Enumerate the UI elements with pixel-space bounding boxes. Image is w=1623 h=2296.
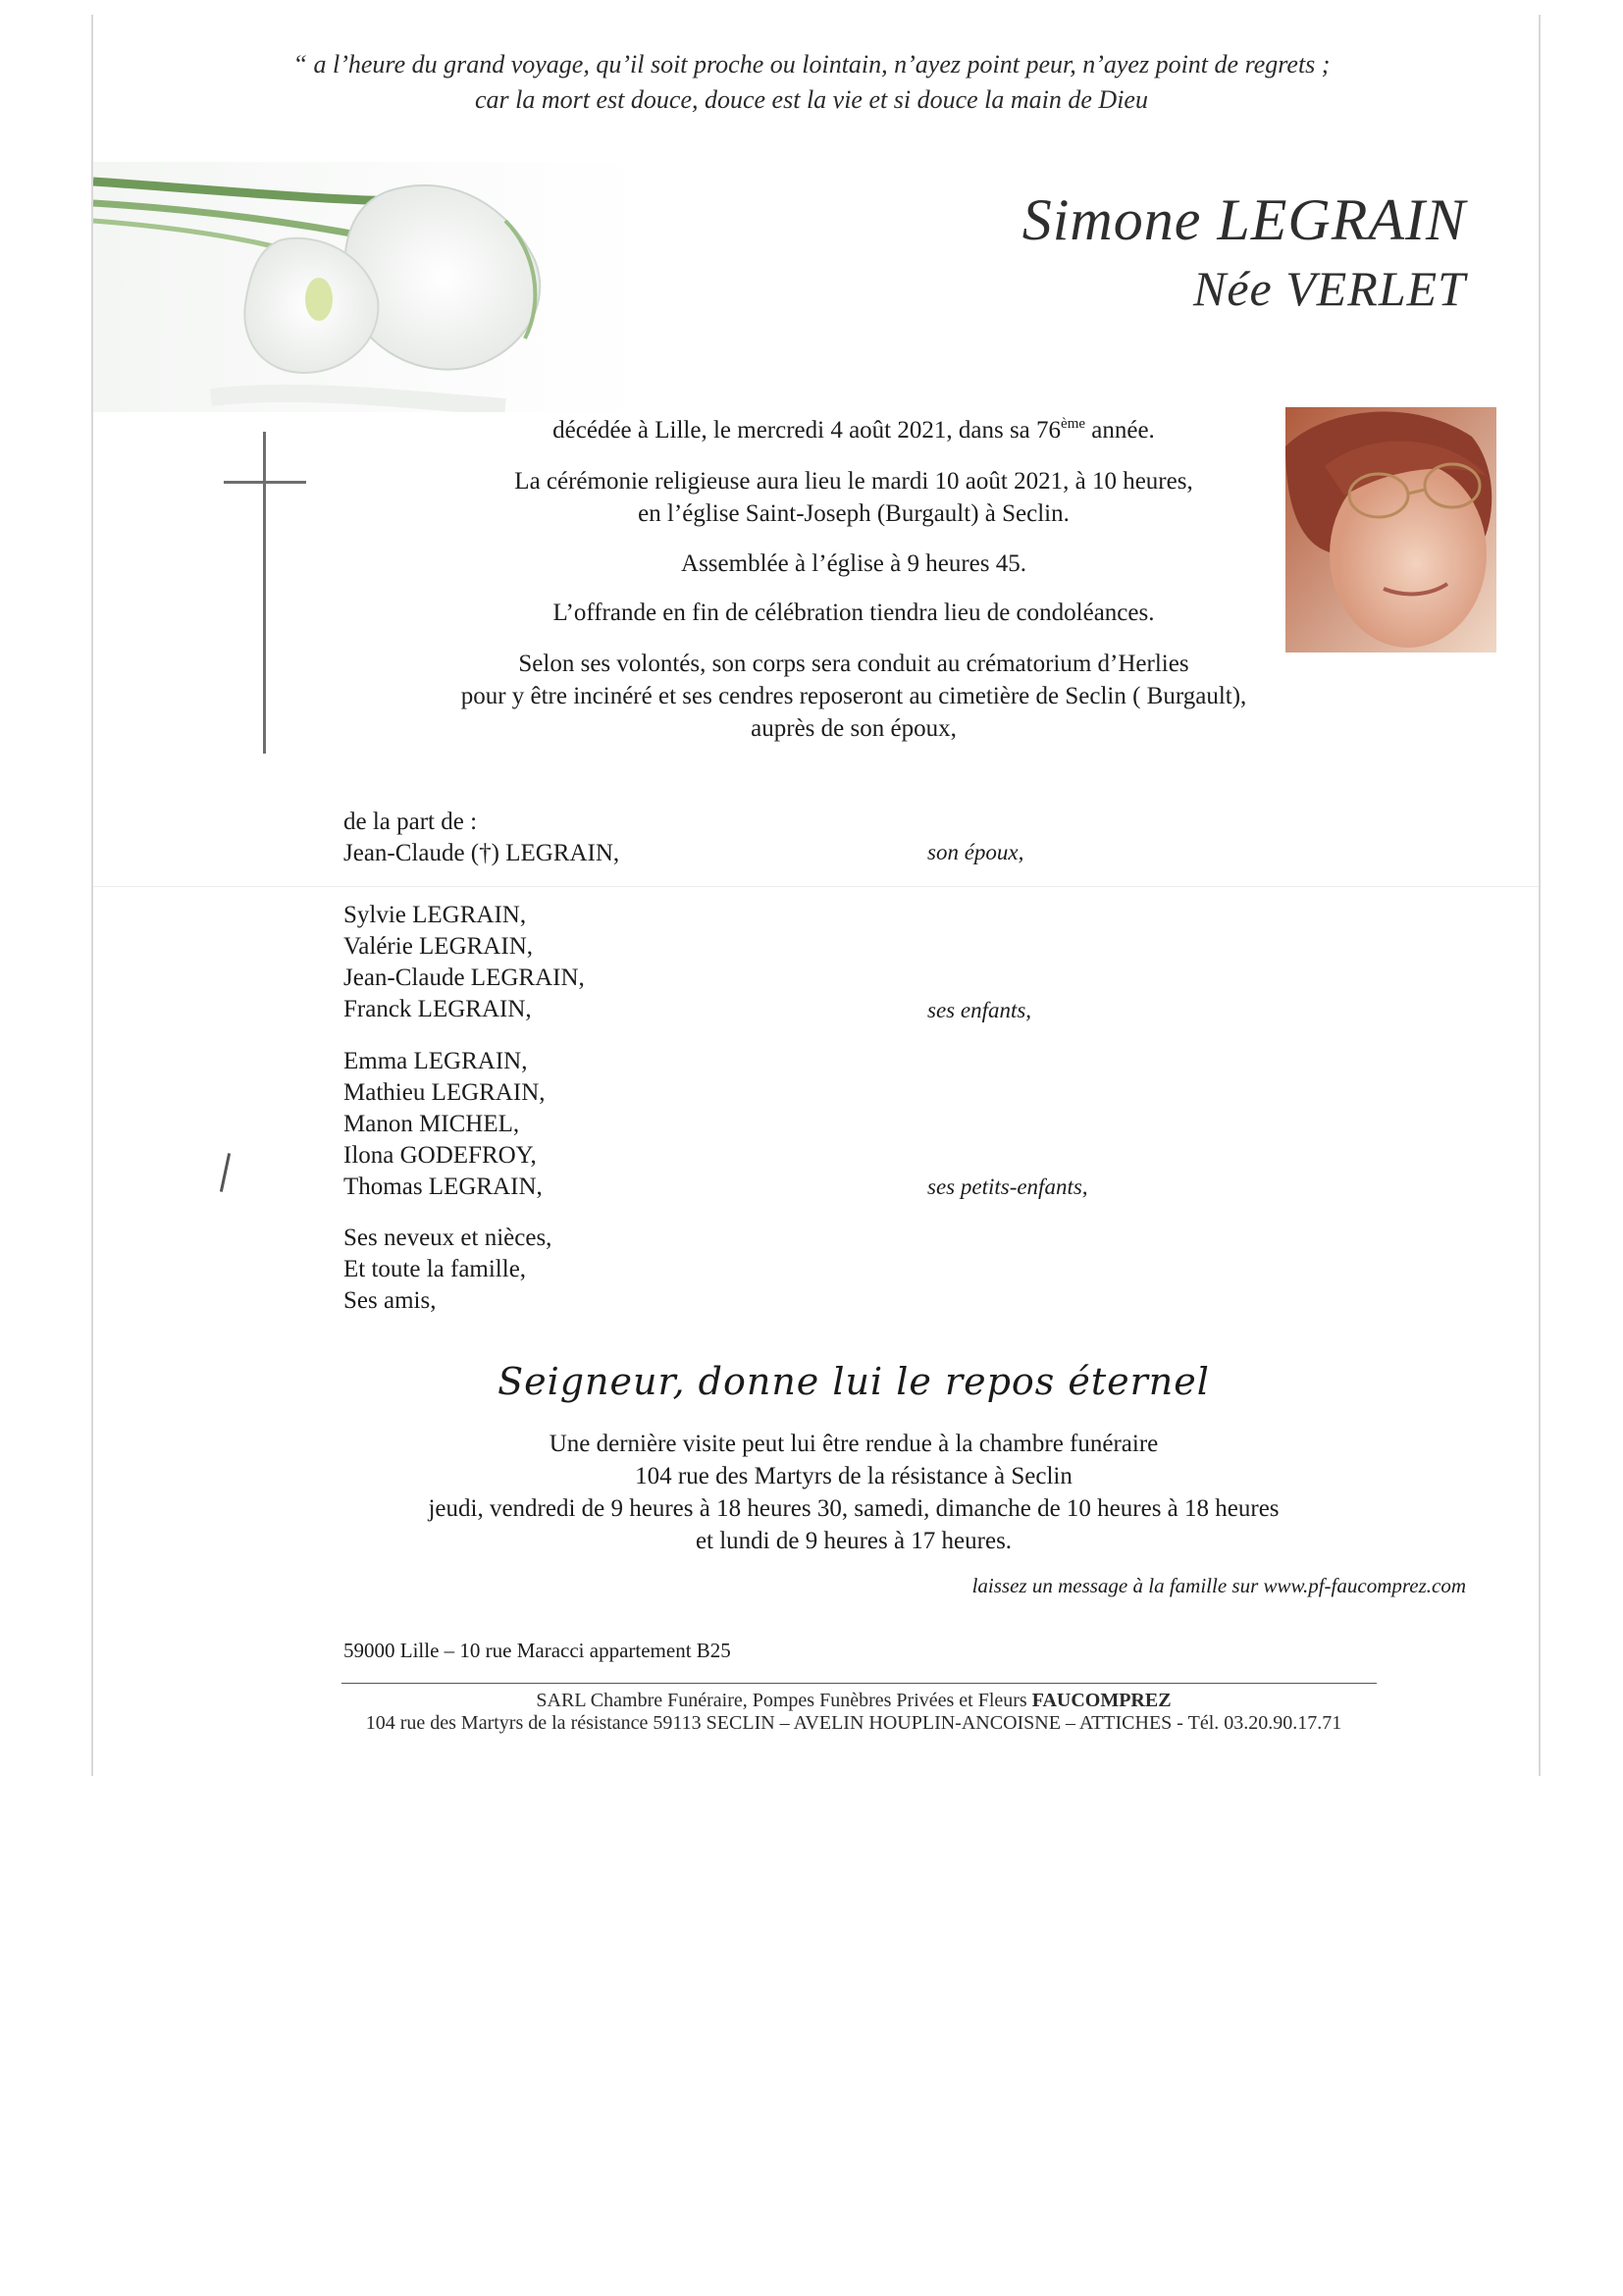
visit-line-1: Une dernière visite peut lui être rendue à la chambre funéraire: [549, 1431, 1159, 1457]
death-notice: [412, 414, 1295, 446]
stray-mark: [220, 1153, 231, 1192]
list-item: Valérie LEGRAIN,: [343, 933, 533, 960]
other-relatives: [343, 1223, 551, 1317]
list-item: Sylvie LEGRAIN,: [343, 902, 527, 928]
grandchildren-list: [343, 1046, 546, 1203]
calla-lily-image: [93, 162, 643, 412]
spouse-relation: son époux,: [927, 840, 1024, 864]
list-item: Emma LEGRAIN,: [343, 1048, 528, 1074]
visit-line-3: jeudi, vendredi de 9 heures à 18 heures 30, samedi, dimanche de 10 heures à 18 heures: [428, 1495, 1280, 1522]
list-item: Manon MICHEL,: [343, 1111, 520, 1137]
cross-icon: [224, 432, 306, 754]
children-list: [343, 900, 585, 1025]
list-item: Et toute la famille,: [343, 1256, 527, 1282]
spouse-name: Jean-Claude (†) LEGRAIN,: [343, 840, 620, 866]
death-text-end: année.: [1085, 417, 1155, 444]
ceremony-line-1: La cérémonie religieuse aura lieu le mardi 10 août 2021, à 10 heures,: [514, 468, 1193, 495]
wishes-line-2: pour y être incinéré et ses cendres reposeront au cimetière de Seclin ( Burgault),: [460, 683, 1247, 709]
company-name: FAUCOMPREZ: [1031, 1690, 1172, 1711]
ceremony-info: [412, 465, 1295, 530]
footer-line-1: SARL Chambre Funéraire, Pompes Funèbres Privées et Fleurs FAUCOMPREZ: [536, 1690, 1172, 1711]
opening-quote: [196, 47, 1427, 118]
quote-line-1: “ a l’heure du grand voyage, qu’il soit proche ou lointain, n’ayez point peur, n’ayez point de regrets ;: [292, 50, 1331, 78]
ordinal-suffix: ème: [1061, 416, 1086, 432]
wishes-line-3: auprès de son époux,: [751, 715, 957, 742]
prayer-line: Seigneur, donne lui le repos éternel: [497, 1360, 1210, 1403]
list-item: Ses amis,: [343, 1287, 437, 1314]
footer: [255, 1690, 1452, 1735]
list-item: Mathieu LEGRAIN,: [343, 1079, 546, 1106]
offering-info: L’offrande en fin de célébration tiendra lieu de condoléances.: [552, 600, 1155, 626]
home-address: 59000 Lille – 10 rue Maracci appartement B25: [343, 1639, 731, 1662]
list-item: Ses neveux et nièces,: [343, 1225, 552, 1251]
footer-line-2: 104 rue des Martyrs de la résistance 59113 SECLIN – AVELIN HOUPLIN-ANCOISNE – ATTICHES - Tél. 03.20.90.17.71: [365, 1712, 1342, 1734]
deceased-name: Simone LEGRAIN: [1021, 187, 1466, 252]
wishes-info: [314, 648, 1393, 745]
portrait-photo: [1285, 407, 1496, 652]
right-page-edge: [1539, 15, 1541, 1776]
assembly-info: Assemblée à l’église à 9 heures 45.: [681, 550, 1026, 577]
footer-divider: [341, 1683, 1377, 1684]
visit-line-2: 104 rue des Martyrs de la résistance à Seclin: [635, 1463, 1073, 1489]
list-item: Jean-Claude LEGRAIN,: [343, 965, 585, 991]
children-relation: ses enfants,: [927, 998, 1032, 1022]
list-item: Thomas LEGRAIN,: [343, 1174, 543, 1200]
message-link: laissez un message à la famille sur www.pf-faucomprez.com: [971, 1574, 1466, 1597]
maiden-name: Née VERLET: [1192, 261, 1466, 316]
list-item: Franck LEGRAIN,: [343, 996, 532, 1022]
visit-line-4: et lundi de 9 heures à 17 heures.: [695, 1528, 1013, 1554]
wishes-line-1: Selon ses volontés, son corps sera conduit au crématorium d’Herlies: [518, 651, 1189, 677]
visit-info: [314, 1428, 1393, 1557]
fold-line: [93, 886, 1539, 887]
death-text: décédée à Lille, le mercredi 4 août 2021, dans sa 76: [552, 417, 1062, 444]
list-item: Ilona GODEFROY,: [343, 1142, 537, 1169]
intro-label: de la part de :: [343, 809, 478, 835]
ceremony-line-2: en l’église Saint-Joseph (Burgault) à Seclin.: [638, 500, 1070, 527]
grandchildren-relation: ses petits-enfants,: [927, 1174, 1088, 1199]
family-intro: [343, 807, 619, 869]
quote-line-2: car la mort est douce, douce est la vie et si douce la main de Dieu: [475, 85, 1148, 114]
